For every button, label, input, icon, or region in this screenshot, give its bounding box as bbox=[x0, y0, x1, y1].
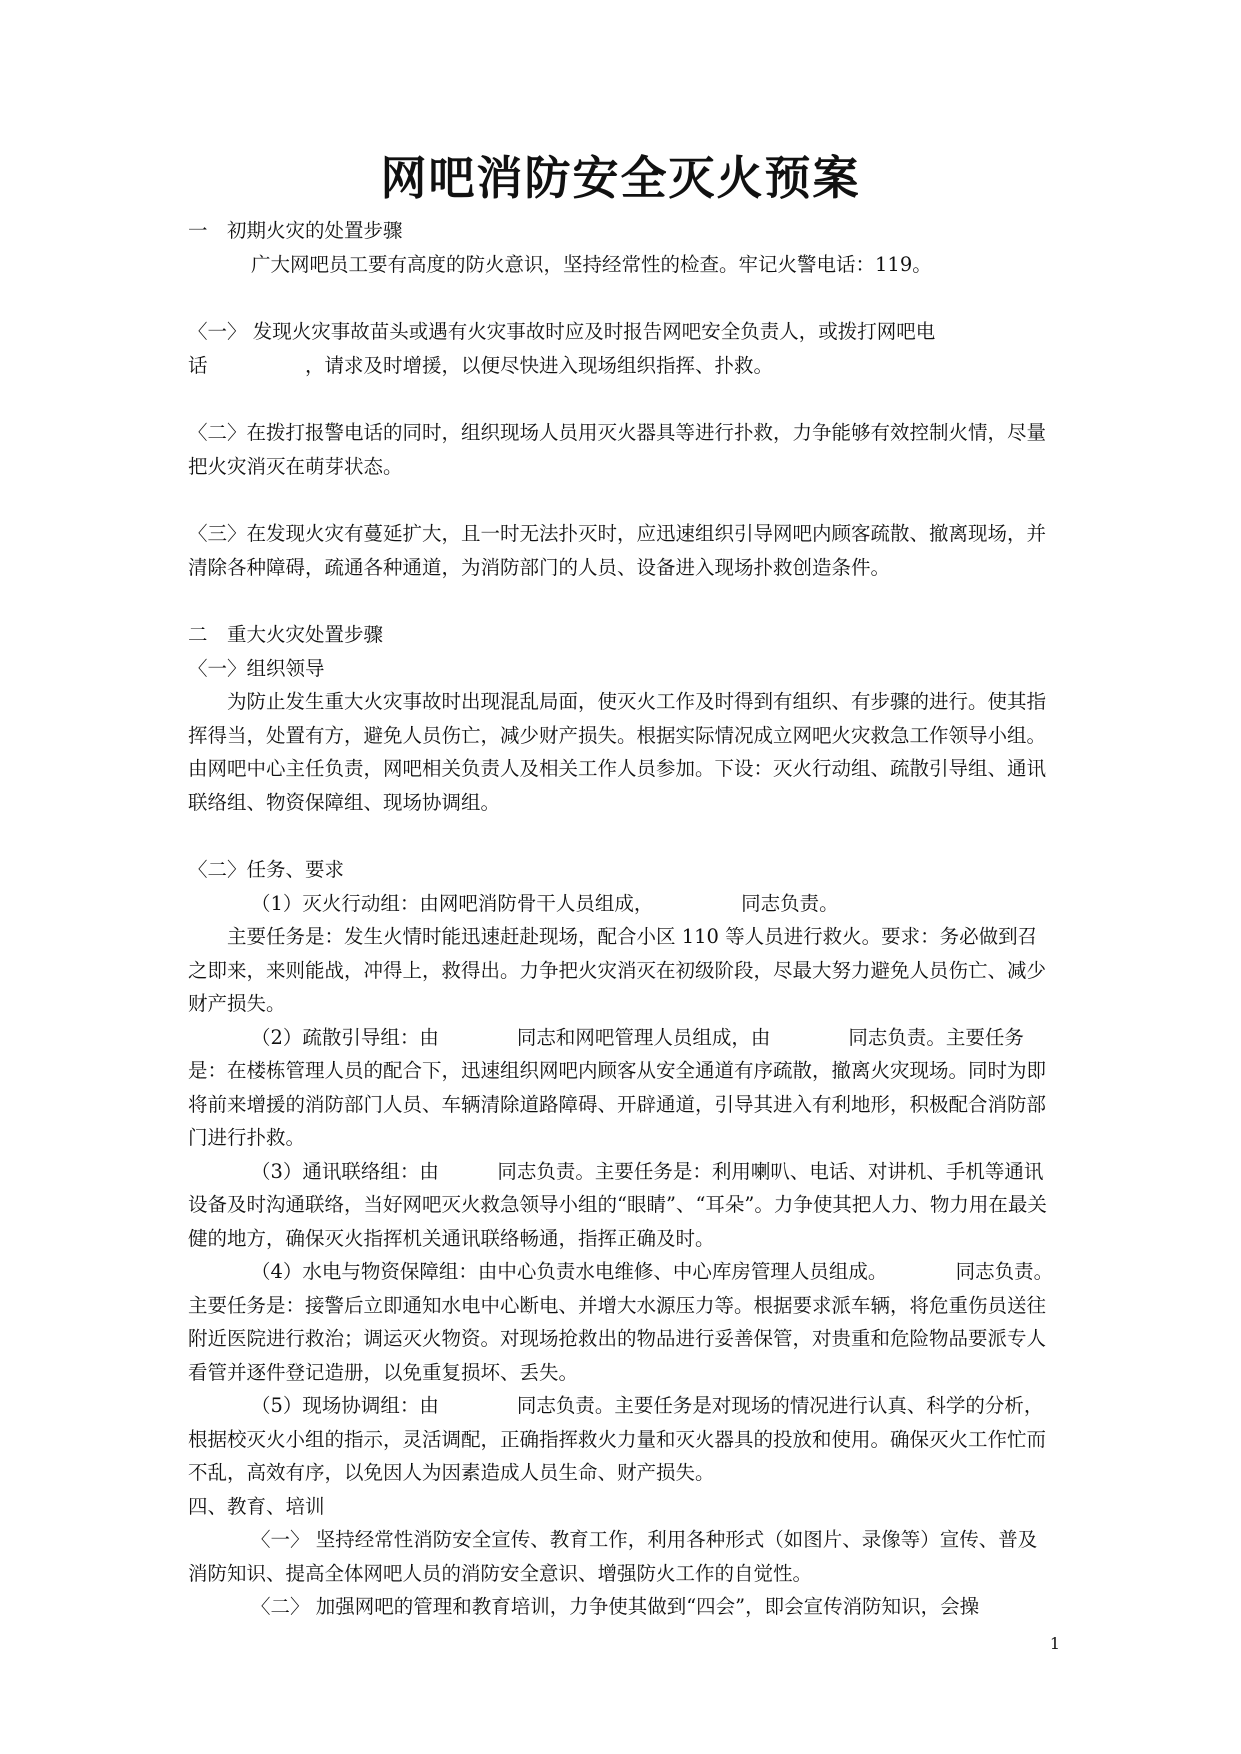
paragraph: 为防止发生重大火灾事故时出现混乱局面，使灭火工作及时得到有组织、有步骤的进行。使其指挥得当，处置有方，避免人员伤亡，减少财产损失。根据实际情况成立网吧火灾救急工作领导小组。由网吧中心主任负责，网吧相关负责人及相关工作人员参加。下设：灭火行动组、疏散引导组、通讯联络组、物资保障组、现场协调组。 bbox=[188, 690, 1047, 814]
paragraph: 〈一〉 发现火灾事故苗头或遇有火灾事故时应及时报告网吧安全负责人，或拨打网吧电话 ，请求及时增援，以便尽快进入现场组织指挥、扑救。 bbox=[188, 320, 936, 377]
paragraph: 〈一〉 坚持经常性消防安全宣传、教育工作，利用各种形式（如图片、录像等）宣传、普及消防知识、提高全体网吧人员的消防安全意识、增强防火工作的自觉性。 bbox=[188, 1528, 1038, 1585]
section-heading: 二 重大火灾处置步骤 bbox=[188, 623, 384, 646]
paragraph: （1）灭火行动组：由网吧消防骨干人员组成， 同志负责。 bbox=[251, 891, 839, 915]
paragraph: （5）现场协调组：由 同志负责。主要任务是对现场的情况进行认真、科学的分析，根据校灭火小组的指示，灵活调配，正确指挥救火力量和灭火器具的投放和使用。确保灭火工作忙而不乱，高效有序，以免因人为因素造成人员生命、财产损失。 bbox=[188, 1394, 1047, 1484]
paragraph: 〈二〉 加强网吧的管理和教育培训，力争使其做到“四会”，即会宣传消防知识，会操 bbox=[251, 1595, 980, 1618]
page-number: 1 bbox=[1049, 1634, 1060, 1653]
subsection-heading: 〈一〉组织领导 bbox=[188, 656, 325, 680]
subsection-heading: 〈二〉任务、要求 bbox=[188, 858, 345, 881]
paragraph: 广大网吧员工要有高度的防火意识，坚持经常性的检查。牢记火警电话：119。 bbox=[251, 252, 932, 276]
section-heading: 一 初期火灾的处置步骤 bbox=[188, 219, 403, 242]
section-heading: 四、教育、培训 bbox=[188, 1494, 325, 1518]
document-body bbox=[188, 214, 1054, 1624]
paragraph: （3）通讯联络组：由 同志负责。主要任务是：利用喇叭、电话、对讲机、手机等通讯设备及时沟通联络，当好网吧灭火救急领导小组的“眼睛”、“耳朵”。力争使其把人力、物力用在最关健的地方，确保灭火指挥机关通讯联络畅通，指挥正确及时。 bbox=[188, 1159, 1047, 1250]
paragraph: （2）疏散引导组：由 同志和网吧管理人员组成，由 同志负责。主要任务是：在楼栋管理人员的配合下，迅速组织网吧内顾客从安全通道有序疏散，撤离火灾现场。同时为即将前来增援的消防部门人员、车辆清除道路障碍、开辟通道，引导其进入有利地形，积极配合消防部门进行扑救。 bbox=[188, 1025, 1047, 1149]
paragraph: 〈二〉在拨打报警电话的同时，组织现场人员用灭火器具等进行扑救，力争能够有效控制火情，尽量把火灾消灭在萌芽状态。 bbox=[188, 421, 1047, 478]
paragraph: 主要任务是：发生火情时能迅速赶赴现场，配合小区 110 等人员进行救火。要求：务必做到召之即来，来则能战，冲得上，救得出。力争把火灾消灭在初级阶段，尽最大努力避免人员伤亡、减少财产损失。 bbox=[188, 925, 1047, 1015]
paragraph: 〈三〉在发现火灾有蔓延扩大，且一时无法扑灭时，应迅速组织引导网吧内顾客疏散、撤离现场，并清除各种障碍，疏通各种通道，为消防部门的人员、设备进入现场扑救创造条件。 bbox=[188, 522, 1047, 579]
document-title: 网吧消防安全灭火预案 bbox=[380, 151, 861, 205]
paragraph: （4）水电与物资保障组：由中心负责水电维修、中心库房管理人员组成。 同志负责。主要任务是：接警后立即通知水电中心断电、并增大水源压力等。根据要求派车辆，将危重伤员送往附近医院进行救治；调运灭火物资。对现场抢救出的物品进行妥善保管，对贵重和危险物品要派专人看管并逐件登记造册，以免重复损坏、丢失。 bbox=[188, 1260, 1054, 1384]
